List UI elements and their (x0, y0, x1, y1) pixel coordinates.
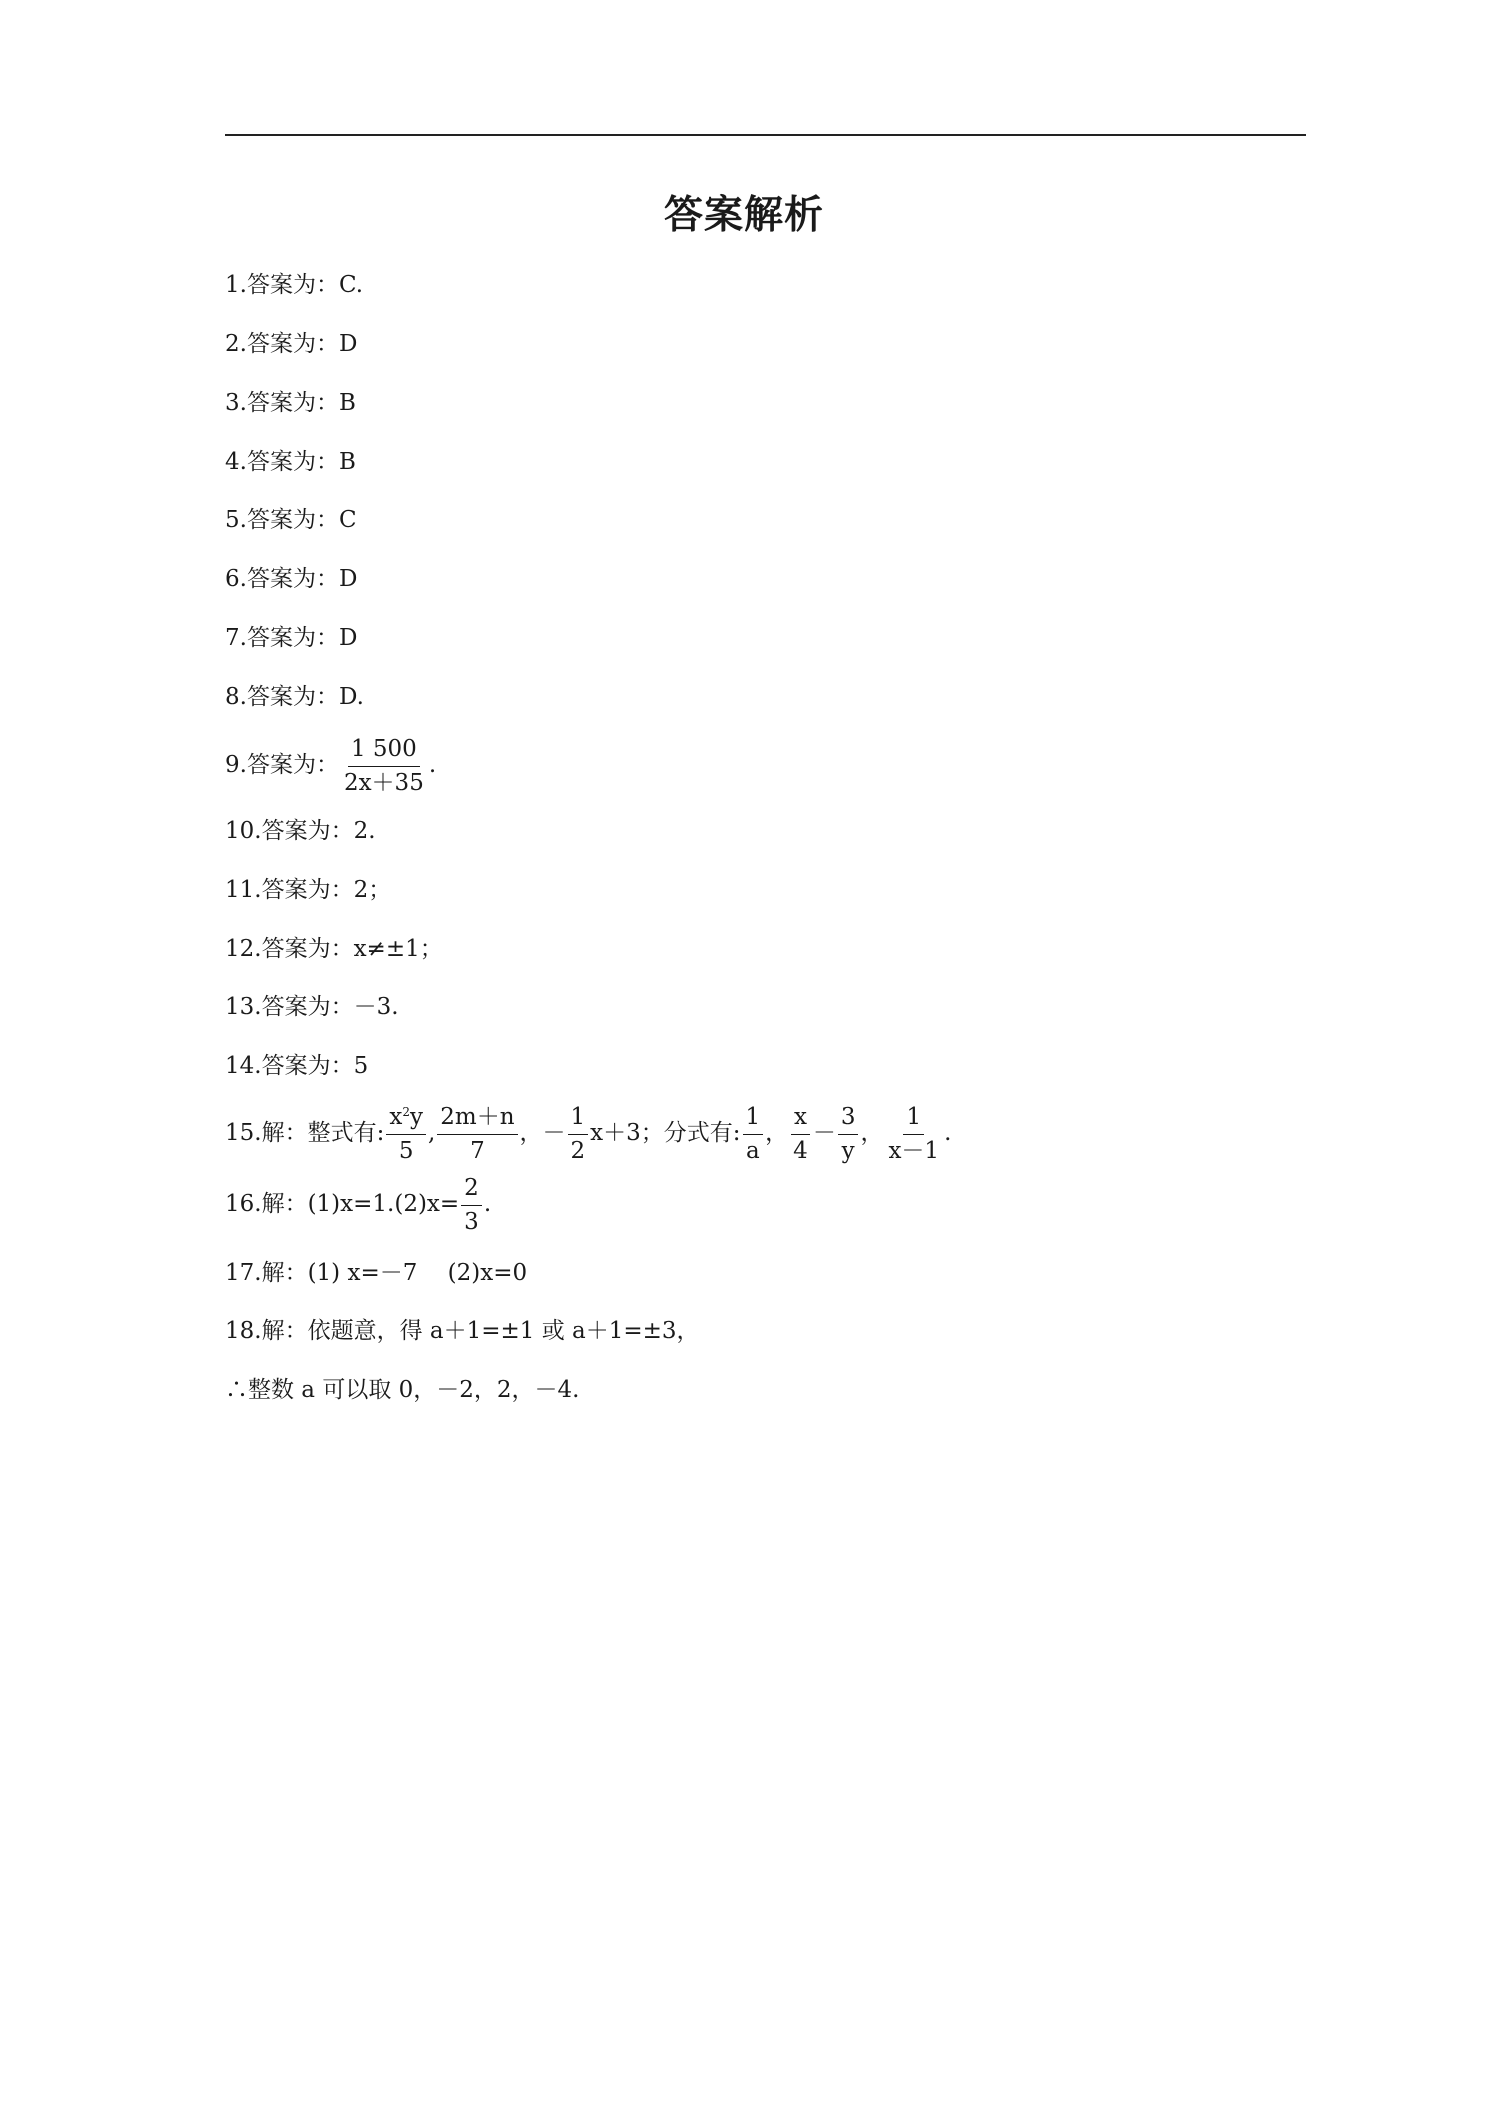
fraction-denominator: 2x＋35 (343, 769, 424, 796)
answer-8: 8.答案为：D. (225, 684, 364, 710)
answer-15 (225, 1097, 951, 1169)
separator: , (427, 1120, 436, 1146)
answer-9-suffix: . (428, 752, 437, 778)
fraction-numerator: 2 (461, 1176, 482, 1206)
fraction (838, 1105, 859, 1164)
period: . (483, 1191, 492, 1217)
fraction-denominator: x－1 (888, 1137, 940, 1164)
fraction-denominator: 3 (464, 1208, 479, 1235)
answer-12: 12.答案为：x≠±1； (225, 936, 443, 962)
fraction-numerator: 1 500 (348, 737, 420, 767)
fraction-numerator: 3 (838, 1105, 859, 1135)
answer-16-prefix: 16.解：(1)x=1.(2)x= (225, 1191, 460, 1217)
exponent: 2 (402, 1104, 410, 1119)
answer-10: 10.答案为：2. (225, 818, 376, 844)
fraction (461, 1176, 482, 1235)
separator: ， (860, 1120, 884, 1146)
answer-18-conclusion: ∴整数 a 可以取 0，－2，2，－4. (225, 1377, 580, 1403)
answer-7: 7.答案为：D (225, 625, 358, 651)
fraction (341, 737, 427, 796)
answer-1: 1.答案为：C. (225, 272, 364, 298)
header-rule (225, 134, 1306, 136)
answer-18: 18.解：依题意，得 a＋1=±1 或 a＋1=±3， (225, 1318, 700, 1344)
fraction-denominator: 4 (793, 1137, 808, 1164)
fraction (386, 1105, 426, 1164)
answer-16 (225, 1168, 491, 1240)
fraction-denominator: 7 (470, 1137, 485, 1164)
answer-9-prefix: 9.答案为： (225, 752, 339, 778)
answer-13: 13.答案为：－3. (225, 994, 399, 1020)
fraction-denominator: 5 (398, 1137, 414, 1164)
answer-14: 14.答案为：5 (225, 1053, 369, 1079)
answer-11: 11.答案为：2； (225, 877, 392, 903)
answer-15-prefix: 15.解：整式有: (225, 1120, 385, 1146)
answer-5: 5.答案为：C (225, 507, 357, 533)
fraction-denominator: a (745, 1137, 760, 1164)
answer-15-middle-text: x＋3；分式有: (590, 1120, 741, 1146)
fraction (885, 1105, 942, 1164)
page-title: 答案解析 (663, 193, 824, 238)
fraction-denominator: 2 (570, 1137, 586, 1164)
fraction-numerator: 1 (743, 1105, 764, 1135)
fraction (743, 1105, 764, 1164)
answer-3: 3.答案为：B (225, 390, 356, 416)
answer-2: 2.答案为：D (225, 331, 358, 357)
fraction (568, 1105, 589, 1164)
fraction-denominator: y (841, 1137, 855, 1164)
fraction-numerator: 1 (903, 1105, 924, 1135)
answer-9 (225, 730, 436, 800)
separator: ， (765, 1120, 789, 1146)
fraction-numerator: 2m＋n (437, 1105, 517, 1135)
fraction (790, 1105, 811, 1164)
fraction (437, 1105, 517, 1164)
minus-sign: － (812, 1120, 836, 1146)
fraction-numerator: x (791, 1105, 810, 1135)
fraction-numerator (386, 1105, 426, 1135)
answer-4: 4.答案为：B (225, 449, 356, 475)
variable: x (389, 1103, 403, 1130)
answer-6: 6.答案为：D (225, 566, 358, 592)
variable: y (409, 1103, 423, 1130)
fraction-numerator: 1 (568, 1105, 589, 1135)
period: . (944, 1120, 952, 1146)
answer-17: 17.解：(1) x=－7 (2)x=0 (225, 1260, 528, 1286)
separator: ，－ (519, 1120, 566, 1146)
